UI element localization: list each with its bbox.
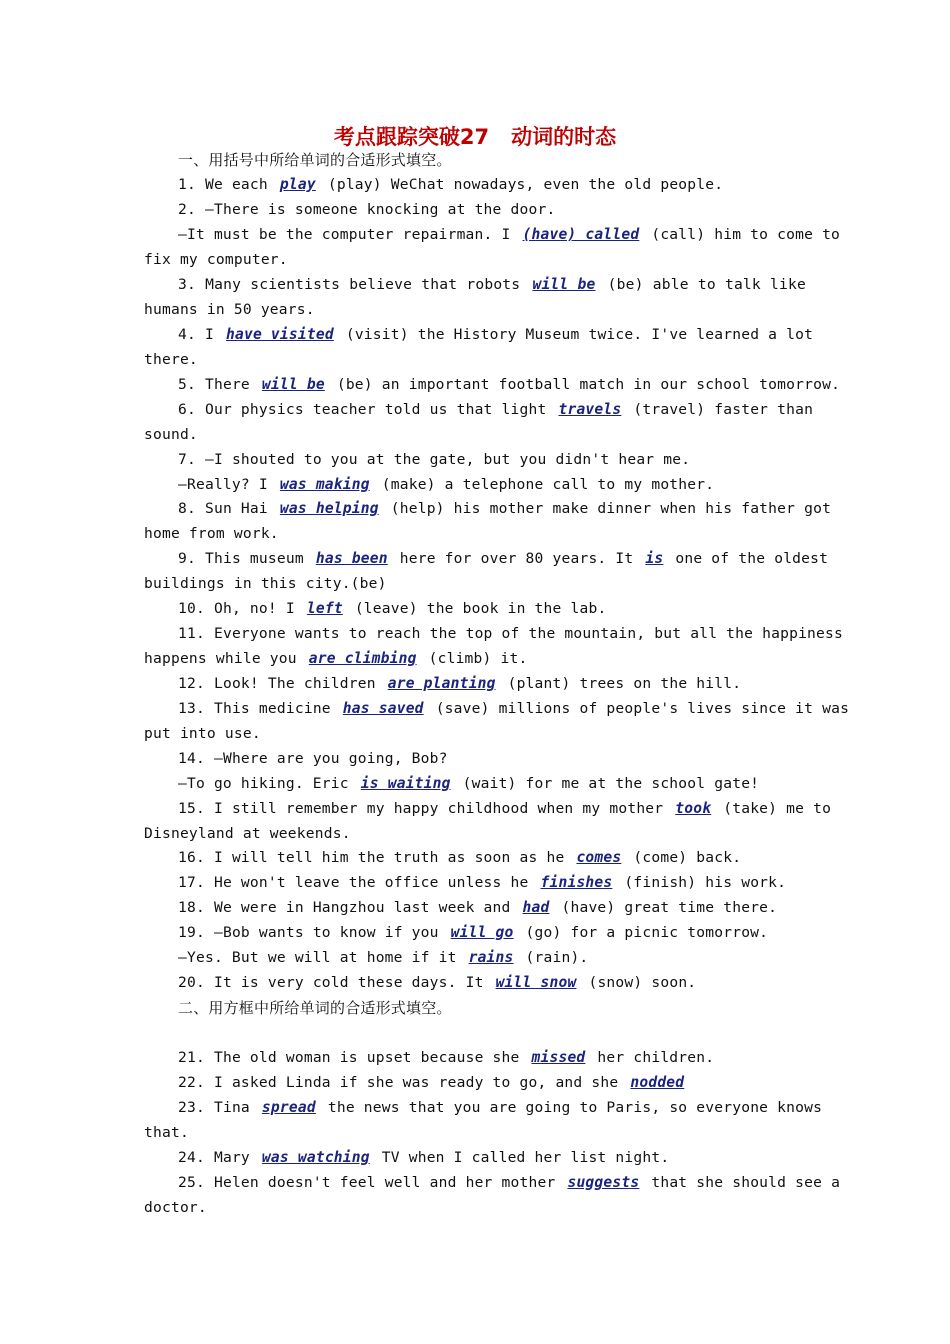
answer: was helping <box>279 500 379 517</box>
question-text: her children. <box>597 1049 715 1066</box>
question-text: the news that you are going to Paris, so everyone knows <box>327 1099 823 1116</box>
question-text: (wait) for me at the school gate! <box>462 775 760 792</box>
answer: nodded <box>630 1074 685 1091</box>
answer: will be <box>532 276 596 293</box>
answer: have visited <box>225 326 334 343</box>
question-text: (visit) the History Museum twice. I've learned a lot <box>345 326 814 343</box>
question-25-cont: doctor. <box>144 1199 207 1216</box>
question-6-cont: sound. <box>144 426 198 443</box>
answer: comes <box>576 849 622 866</box>
answer: is <box>645 550 664 567</box>
question-text: —Where are you going, Bob? <box>213 750 448 767</box>
answer: missed <box>531 1049 586 1066</box>
answer: are planting <box>387 675 496 692</box>
question-text: This medicine <box>213 700 331 717</box>
question-number: 25. <box>178 1174 205 1191</box>
question-23 <box>178 1096 823 1121</box>
question-text: (finish) his work. <box>624 874 787 891</box>
question-text: Oh, no! I <box>213 600 295 617</box>
answer: will snow <box>495 974 577 991</box>
question-text: (travel) faster than <box>633 401 814 418</box>
question-number: 10. <box>178 600 205 617</box>
question-text: I will tell him the truth as soon as he <box>213 849 565 866</box>
answer: has saved <box>342 700 424 717</box>
question-text: It is very cold these days. It <box>213 974 484 991</box>
section-heading-1: 一、用括号中所给单词的合适形式填空。 <box>178 151 452 169</box>
question-text: Our physics teacher told us that light <box>204 401 547 418</box>
question-13 <box>178 697 850 722</box>
question-19-line <box>178 946 806 971</box>
question-text: (snow) soon. <box>588 974 697 991</box>
question-number: 8. <box>178 500 196 517</box>
question-number: 9. <box>178 550 196 567</box>
question-number: 2. <box>178 201 196 218</box>
question-2-line <box>178 223 841 248</box>
question-number: 13. <box>178 700 205 717</box>
question-12 <box>178 672 806 697</box>
question-number: 4. <box>178 326 196 343</box>
question-14 <box>178 747 806 772</box>
question-text: (save) millions of people's lives since it was <box>435 700 850 717</box>
answer: play <box>279 176 316 193</box>
question-text: Helen doesn't feel well and her mother <box>213 1174 556 1191</box>
question-21 <box>178 1046 806 1071</box>
question-11-line <box>144 647 806 672</box>
question-text: —Yes. But we will at home if it <box>178 949 457 966</box>
question-number: 19. <box>178 924 205 941</box>
question-5 <box>178 373 841 398</box>
question-3-cont: humans in 50 years. <box>144 301 315 318</box>
question-number: 11. <box>178 625 205 642</box>
question-2 <box>178 198 806 223</box>
question-text: The old woman is upset because she <box>213 1049 520 1066</box>
question-text: happens while you <box>144 650 297 667</box>
question-15 <box>178 797 832 822</box>
question-text: (be) an important football match in our school tomorrow. <box>336 376 841 393</box>
answer: spread <box>261 1099 316 1116</box>
question-text: —It must be the computer repairman. I <box>178 226 511 243</box>
question-4 <box>178 323 814 348</box>
question-11 <box>178 622 844 647</box>
question-text: I still remember my happy childhood when my mother <box>213 800 664 817</box>
question-text: Mary <box>213 1149 250 1166</box>
question-4-cont: there. <box>144 351 198 368</box>
answer: left <box>306 600 343 617</box>
question-text: TV when I called her list night. <box>381 1149 670 1166</box>
question-text: He won't leave the office unless he <box>213 874 529 891</box>
question-9 <box>178 547 829 572</box>
question-19 <box>178 921 806 946</box>
answer: took <box>675 800 712 817</box>
question-text: (be) able to talk like <box>607 276 806 293</box>
question-text: (come) back. <box>633 849 742 866</box>
question-number: 22. <box>178 1074 205 1091</box>
answer: finishes <box>540 874 613 891</box>
question-20 <box>178 971 806 996</box>
answer: was watching <box>261 1149 370 1166</box>
answer: had <box>522 899 550 916</box>
question-number: 24. <box>178 1149 205 1166</box>
question-number: 16. <box>178 849 205 866</box>
question-text: (make) a telephone call to my mother. <box>381 476 715 493</box>
question-number: 7. <box>178 451 196 468</box>
question-8-cont: home from work. <box>144 525 279 542</box>
question-text: (play) WeChat nowadays, even the old people. <box>327 176 724 193</box>
question-text: Everyone wants to reach the top of the mountain, but all the happiness <box>213 625 844 642</box>
question-text: Look! The children <box>213 675 376 692</box>
question-text: Tina <box>213 1099 250 1116</box>
question-text: This museum <box>204 550 304 567</box>
question-text: (have) great time there. <box>561 899 778 916</box>
answer: has been <box>315 550 388 567</box>
answer: is waiting <box>360 775 451 792</box>
question-3 <box>178 273 806 298</box>
answer: suggests <box>567 1174 640 1191</box>
question-15-cont: Disneyland at weekends. <box>144 825 351 842</box>
question-14-line <box>178 772 806 797</box>
question-text: (help) his mother make dinner when his father got <box>390 500 832 517</box>
question-text: here for over 80 years. It <box>399 550 634 567</box>
question-text: There <box>204 376 250 393</box>
question-6 <box>178 398 814 423</box>
question-number: 23. <box>178 1099 205 1116</box>
question-22 <box>178 1071 806 1096</box>
section-heading-2: 二、用方框中所给单词的合适形式填空。 <box>178 999 452 1017</box>
question-number: 5. <box>178 376 196 393</box>
question-text: —Bob wants to know if you <box>213 924 439 941</box>
question-2-cont: fix my computer. <box>144 251 288 268</box>
question-17 <box>178 871 806 896</box>
question-10 <box>178 597 806 622</box>
question-9-cont: buildings in this city.(be) <box>144 575 387 592</box>
question-text: We were in Hangzhou last week and <box>213 899 511 916</box>
question-number: 6. <box>178 401 196 418</box>
question-text: that she should see a <box>651 1174 841 1191</box>
answer: was making <box>279 476 370 493</box>
question-16 <box>178 846 806 871</box>
question-text: one of the oldest <box>675 550 829 567</box>
question-text: (leave) the book in the lab. <box>354 600 607 617</box>
question-number: 15. <box>178 800 205 817</box>
question-text: —To go hiking. Eric <box>178 775 349 792</box>
answer: rains <box>468 949 514 966</box>
question-25 <box>178 1171 841 1196</box>
question-7-line <box>178 473 806 498</box>
question-number: 18. <box>178 899 205 916</box>
question-text: I asked Linda if she was ready to go, and she <box>213 1074 619 1091</box>
title-sub: 动词的时态 <box>511 125 617 149</box>
title-main: 考点跟踪突破27 <box>333 125 490 149</box>
question-number: 1. <box>178 176 196 193</box>
question-text: —I shouted to you at the gate, but you didn't hear me. <box>204 451 691 468</box>
answer: will go <box>450 924 514 941</box>
question-text: Sun Hai <box>204 500 268 517</box>
question-23-cont: that. <box>144 1124 189 1141</box>
question-8 <box>178 497 832 522</box>
answer: will be <box>261 376 325 393</box>
question-text: (take) me to <box>723 800 832 817</box>
answer: are climbing <box>308 650 417 667</box>
question-number: 21. <box>178 1049 205 1066</box>
question-7 <box>178 448 806 473</box>
question-text: (go) for a picnic tomorrow. <box>525 924 769 941</box>
question-text: (call) him to come to <box>651 226 841 243</box>
question-number: 20. <box>178 974 205 991</box>
question-1 <box>178 173 806 198</box>
question-text: We each <box>204 176 268 193</box>
question-number: 14. <box>178 750 205 767</box>
answer: (have) called <box>522 226 640 243</box>
question-18 <box>178 896 806 921</box>
question-24 <box>178 1146 806 1171</box>
question-text: Many scientists believe that robots <box>205 276 521 293</box>
question-text: (climb) it. <box>428 650 528 667</box>
question-text: —There is someone knocking at the door. <box>204 201 556 218</box>
answer: travels <box>558 401 622 418</box>
question-number: 12. <box>178 675 205 692</box>
question-text: (plant) trees on the hill. <box>507 675 742 692</box>
question-text: I <box>204 326 214 343</box>
question-13-cont: put into use. <box>144 725 261 742</box>
question-text: (rain). <box>525 949 589 966</box>
question-number: 3. <box>178 276 196 293</box>
question-text: —Really? I <box>178 476 268 493</box>
question-number: 17. <box>178 874 205 891</box>
